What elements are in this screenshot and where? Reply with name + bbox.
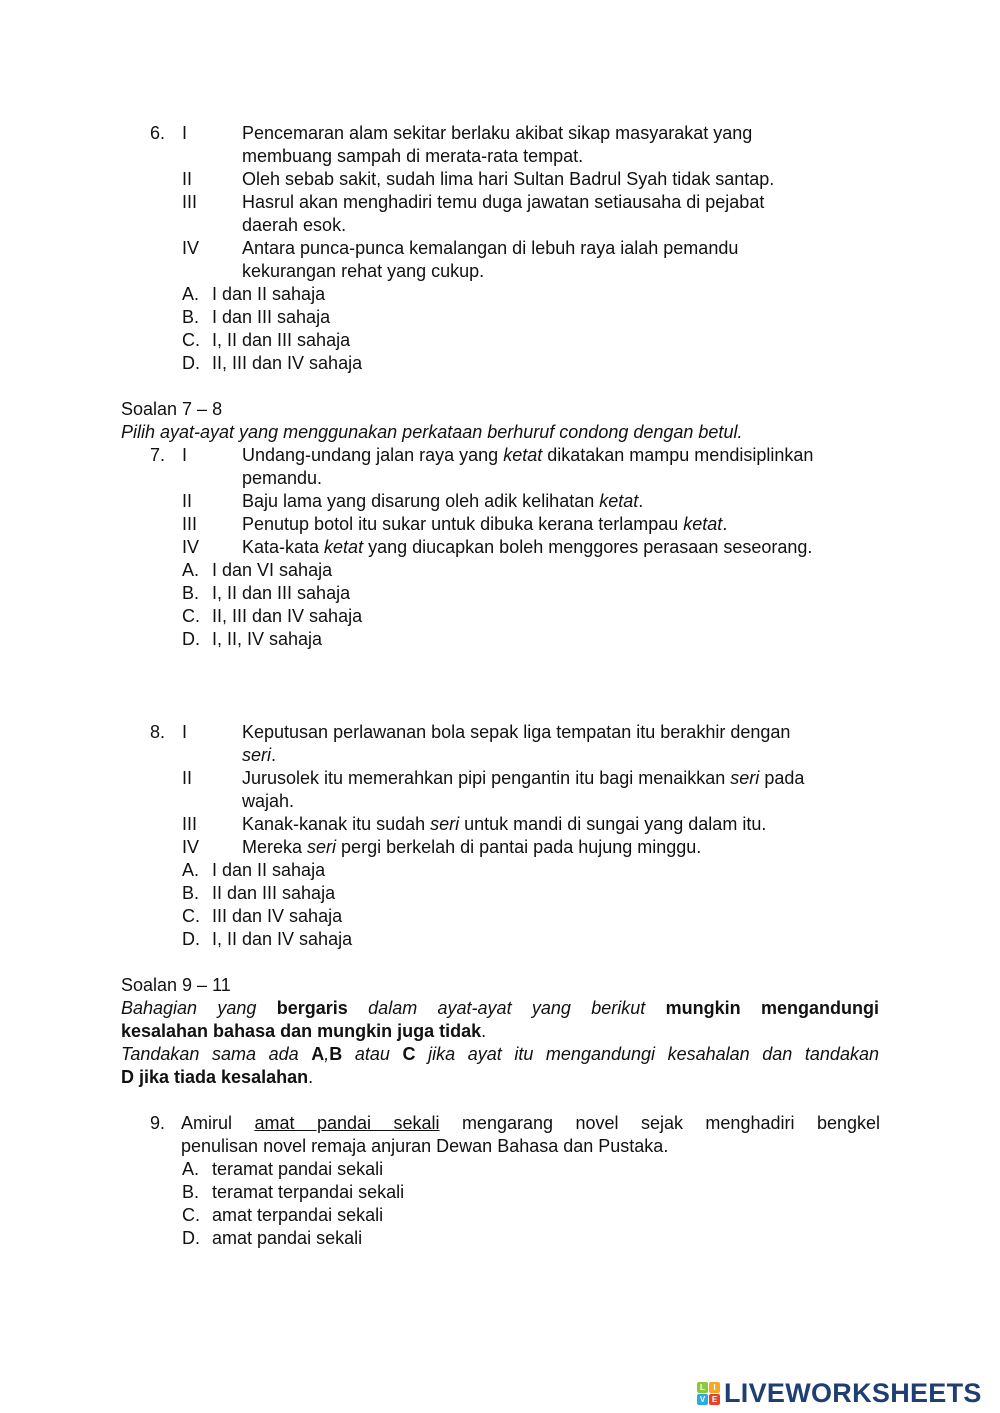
- statement-line: [0, 168, 1000, 191]
- answer-option: [0, 605, 1000, 628]
- statement-text: [242, 237, 738, 260]
- logo-letter-block: E: [709, 1394, 720, 1405]
- roman-numeral: II: [182, 491, 193, 511]
- statement-text: [242, 191, 764, 214]
- statement-line: [0, 721, 1000, 744]
- text-segment: pemandu.: [242, 468, 323, 488]
- roman-numeral: II: [182, 169, 193, 189]
- statement-text: [242, 721, 790, 744]
- text-segment: seri: [730, 768, 760, 788]
- text-segment: ketat: [599, 491, 639, 511]
- text-segment: ketat: [324, 537, 364, 557]
- question-number: 7.: [150, 445, 166, 465]
- answer-option: [0, 882, 1000, 905]
- roman-numeral: III: [182, 192, 198, 212]
- logo-letter-block: I: [709, 1382, 720, 1393]
- option-letter: B.: [182, 307, 200, 327]
- answer-option: [0, 283, 1000, 306]
- statement-line: [0, 145, 1000, 168]
- statement-text: [242, 790, 294, 813]
- statement-text: [242, 168, 774, 191]
- statement-line: [0, 490, 1000, 513]
- roman-numeral: II: [182, 768, 193, 788]
- text-segment: .: [722, 514, 728, 534]
- text-segment: kesalahan bahasa dan mungkin juga tidak: [121, 1021, 482, 1041]
- instruction-line: [0, 1043, 879, 1066]
- text-segment: Keputusan perlawanan bola sepak liga tempatan itu berakhir dengan: [242, 722, 791, 742]
- text-segment: C: [402, 1044, 416, 1064]
- statement-line: [0, 444, 1000, 467]
- text-segment: dikatakan mampu mendisiplinkan: [542, 445, 814, 465]
- statement-text: [242, 214, 346, 237]
- section-9-11-instruction: [0, 997, 1000, 1089]
- text-segment: mungkin mengandungi: [665, 998, 879, 1018]
- option-letter: D.: [182, 929, 200, 949]
- statement-text: [242, 536, 812, 559]
- option-text: I dan II sahaja: [212, 860, 326, 880]
- text-segment: Mereka: [242, 837, 308, 857]
- liveworksheets-logo: [697, 1378, 982, 1409]
- option-text: III dan IV sahaja: [212, 906, 343, 926]
- option-text: I, II dan IV sahaja: [212, 929, 353, 949]
- text-segment: wajah.: [242, 791, 295, 811]
- option-text: I, II dan III sahaja: [212, 330, 351, 350]
- statement-line: [0, 813, 1000, 836]
- option-letter: B.: [182, 883, 200, 903]
- section-7-8-instruction: [0, 421, 879, 444]
- roman-numeral: I: [182, 445, 188, 465]
- instruction-line: [0, 997, 879, 1020]
- answer-option: [0, 859, 1000, 882]
- statement-line: [0, 790, 1000, 813]
- text-segment: ketat: [683, 514, 723, 534]
- text-segment: Antara punca-punca kemalangan di lebuh raya ialah pemandu: [242, 238, 739, 258]
- text-segment: Undang-undang jalan raya yang: [242, 445, 504, 465]
- question-line: [0, 1112, 1000, 1135]
- question-9: [0, 1112, 1000, 1250]
- roman-numeral: I: [182, 123, 188, 143]
- answer-option: [0, 905, 1000, 928]
- worksheet-page: [0, 122, 1000, 1250]
- text-segment: daerah esok.: [242, 215, 347, 235]
- text-segment: Penutup botol itu sukar untuk dibuka kerana terlampau: [242, 514, 684, 534]
- text-segment: .: [481, 1021, 487, 1041]
- text-segment: pada: [759, 768, 805, 788]
- text-segment: kekurangan rehat yang cukup.: [242, 261, 485, 281]
- statement-text: [242, 744, 276, 767]
- question-number: 8.: [150, 722, 166, 742]
- roman-numeral: IV: [182, 537, 200, 557]
- option-letter: C.: [182, 606, 200, 626]
- answer-option: [0, 559, 1000, 582]
- statement-line: [0, 467, 1000, 490]
- statement-line: [0, 191, 1000, 214]
- option-text: I dan VI sahaja: [212, 560, 333, 580]
- option-letter: C.: [182, 1205, 200, 1225]
- roman-numeral: I: [182, 722, 188, 742]
- text-segment: D jika tiada kesalahan: [121, 1067, 309, 1087]
- text-segment: .: [638, 491, 644, 511]
- instruction-text: [121, 1021, 486, 1041]
- text-segment: Amirul: [181, 1113, 255, 1133]
- answer-option: [0, 1227, 1000, 1250]
- text-segment: .: [308, 1067, 314, 1087]
- statement-line: [0, 237, 1000, 260]
- text-segment: dalam ayat-ayat yang berikut: [347, 998, 666, 1018]
- option-text: I dan II sahaja: [212, 284, 326, 304]
- option-text: amat terpandai sekali: [212, 1205, 384, 1225]
- text-segment: Tandakan sama ada: [121, 1044, 312, 1064]
- text-segment: Hasrul akan menghadiri temu duga jawatan setiausaha di pejabat: [242, 192, 765, 212]
- text-segment: seri: [242, 745, 272, 765]
- statement-line: [0, 767, 1000, 790]
- question-number: 6.: [150, 123, 166, 143]
- roman-numeral: III: [182, 814, 198, 834]
- option-text: II, III dan IV sahaja: [212, 606, 363, 626]
- text-segment: bergaris: [276, 998, 348, 1018]
- instruction-text: [121, 1067, 313, 1087]
- text-segment: atau: [342, 1044, 403, 1064]
- roman-numeral: III: [182, 514, 198, 534]
- text-segment: Jurusolek itu memerahkan pipi pengantin itu bagi menaikkan: [242, 768, 731, 788]
- question-6: [0, 122, 1000, 375]
- logo-letter-block: L: [697, 1382, 708, 1393]
- option-letter: D.: [182, 629, 200, 649]
- text-segment: mengarang novel sejak menghadiri bengkel: [439, 1113, 880, 1133]
- statement-line: [0, 260, 1000, 283]
- text-segment: untuk mandi di sungai yang dalam itu.: [459, 814, 767, 834]
- statement-text: [242, 467, 322, 490]
- statement-text: [242, 813, 766, 836]
- answer-option: [0, 582, 1000, 605]
- text-segment: ketat: [503, 445, 543, 465]
- statement-text: [242, 490, 643, 513]
- statement-text: [242, 767, 804, 790]
- text-segment: .: [271, 745, 277, 765]
- text-segment: yang diucapkan boleh menggores perasaan seseorang.: [363, 537, 813, 557]
- answer-option: [0, 1204, 1000, 1227]
- option-letter: B.: [182, 1182, 200, 1202]
- statement-line: [0, 744, 1000, 767]
- instruction-text: [121, 997, 879, 1020]
- option-text: teramat terpandai sekali: [212, 1182, 405, 1202]
- text-segment: Bahagian yang: [121, 998, 277, 1018]
- text-segment: seri: [430, 814, 460, 834]
- answer-option: [0, 928, 1000, 951]
- option-text: II, III dan IV sahaja: [212, 353, 363, 373]
- text-segment: Kata-kata: [242, 537, 325, 557]
- text-segment: pergi berkelah di pantai pada hujung minggu.: [336, 837, 702, 857]
- option-text: amat pandai sekali: [212, 1228, 363, 1248]
- section-9-11-title: Soalan 9 – 11: [121, 975, 231, 995]
- text-segment: ,: [324, 1044, 330, 1064]
- text-segment: Kanak-kanak itu sudah: [242, 814, 431, 834]
- instruction-line: [0, 1066, 879, 1089]
- logo-letter-block: V: [697, 1394, 708, 1405]
- text-segment: A: [311, 1044, 325, 1064]
- option-text: I, II dan III sahaja: [212, 583, 351, 603]
- statement-text: [242, 260, 484, 283]
- text-segment: membuang sampah di merata-rata tempat.: [242, 146, 584, 166]
- text-segment: B: [329, 1044, 343, 1064]
- statement-text: [242, 145, 583, 168]
- question-text: [181, 1135, 880, 1158]
- option-text: I, II, IV sahaja: [212, 629, 323, 649]
- statement-line: [0, 122, 1000, 145]
- logo-text: LIVEWORKSHEETS: [724, 1378, 982, 1408]
- question-line: [0, 1135, 1000, 1158]
- option-letter: A.: [182, 1159, 200, 1179]
- option-text: I dan III sahaja: [212, 307, 331, 327]
- instruction-text: [121, 1043, 879, 1066]
- statement-line: [0, 513, 1000, 536]
- option-letter: A.: [182, 284, 200, 304]
- question-7: [0, 444, 1000, 651]
- answer-option: [0, 329, 1000, 352]
- option-letter: B.: [182, 583, 200, 603]
- text-segment: Oleh sebab sakit, sudah lima hari Sultan Badrul Syah tidak santap.: [242, 169, 775, 189]
- text-segment: Pencemaran alam sekitar berlaku akibat sikap masyarakat yang: [242, 123, 753, 143]
- answer-option: [0, 628, 1000, 651]
- option-letter: D.: [182, 1228, 200, 1248]
- answer-option: [0, 1158, 1000, 1181]
- statement-line: [0, 214, 1000, 237]
- statement-line: [0, 836, 1000, 859]
- text-segment: amat pandai sekali: [254, 1113, 440, 1133]
- statement-text: [242, 444, 813, 467]
- option-text: teramat pandai sekali: [212, 1159, 384, 1179]
- option-letter: D.: [182, 353, 200, 373]
- roman-numeral: IV: [182, 837, 200, 857]
- option-text: II dan III sahaja: [212, 883, 336, 903]
- instruction-line: [0, 1020, 879, 1043]
- text-segment: penulisan novel remaja anjuran Dewan Bahasa dan Pustaka.: [181, 1136, 669, 1156]
- question-8: [0, 721, 1000, 951]
- roman-numeral: IV: [182, 238, 200, 258]
- section-7-8-title: Soalan 7 – 8: [121, 399, 223, 419]
- option-letter: A.: [182, 860, 200, 880]
- question-text: [181, 1112, 880, 1135]
- statement-text: [242, 836, 701, 859]
- option-letter: A.: [182, 560, 200, 580]
- option-letter: C.: [182, 906, 200, 926]
- text-segment: Baju lama yang disarung oleh adik kelihatan: [242, 491, 600, 511]
- statement-text: [242, 513, 727, 536]
- answer-option: [0, 306, 1000, 329]
- text-segment: seri: [307, 837, 337, 857]
- answer-option: [0, 1181, 1000, 1204]
- question-number: 9.: [150, 1113, 166, 1133]
- statement-line: [0, 536, 1000, 559]
- logo-blocks-icon: [697, 1382, 720, 1405]
- statement-text: [242, 122, 752, 145]
- instruction-text: Pilih ayat-ayat yang menggunakan perkataan berhuruf condong dengan betul.: [121, 422, 743, 442]
- text-segment: jika ayat itu mengandungi kesahalan dan tandakan: [415, 1044, 879, 1064]
- answer-option: [0, 352, 1000, 375]
- option-letter: C.: [182, 330, 200, 350]
